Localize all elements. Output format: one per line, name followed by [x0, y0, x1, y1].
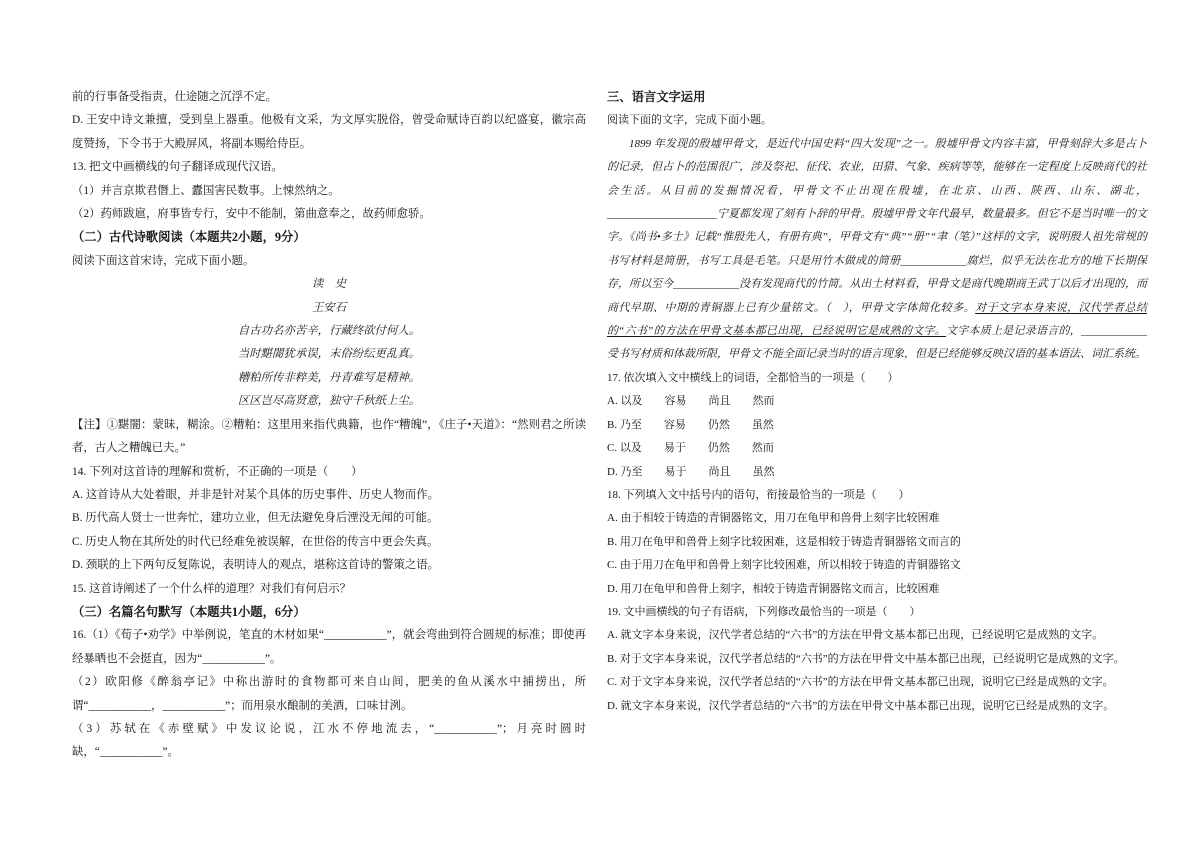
question-17-option-c: C. 以及 易于 仍然 然而: [607, 442, 774, 455]
poem-line-1: 自古功名亦苦辛，行藏终欲付何人。: [237, 325, 421, 338]
oracle-bone-passage: [607, 133, 1147, 367]
passage-text: 1899 年发现的殷墟甲骨文，是近代中国史料“四大发现”之一。殷墟甲骨文内容丰富，甲骨刻辞大多是占卜的记录，但占卜的范围很广，涉及祭祀、征伐、农业，田猎、气象、疾病等等，能够在一定程度上反映商代的社会生活。从目前的发掘情况看，甲骨文不止出现在殷墟，在北京、山西、陕西、山东、湖北，____________________宁夏都发现了刻有卜辞的甲骨。殷墟甲骨文年代最早，数量最多。但它不是当时唯一的文字。《尚书•多士》记载“惟殷先人，有册有典”，甲骨文有“典”“册”“聿（笔）”这样的文字，说明殷人祖先常规的书写材料是简册，书写工具是毛笔。只是用竹木做成的简册____________腐烂，似乎无法在北方的地下长期保存，所以至今____________没有发现商代的竹简。从出土材料看，甲骨文是商代晚期商王武丁以后才出现的，而商代早期、中期的青铜器上已有少量铭文。（ ），甲骨文字体简化较多。: [607, 137, 1147, 314]
poetry-reading-instruction: 阅读下面这首宋诗，完成下面小题。: [72, 254, 255, 267]
question-19-option-d: D. 就文字本身来说，汉代学者总结的“六书”的方法在甲骨文中基本都已出现，说明它已经是成熟的文字。: [607, 699, 1115, 712]
question-13-stem: 13. 把文中画横线的句子翻译成现代汉语。: [72, 161, 283, 174]
section-heading-famous-lines: （三）名篇名句默写（本题共1小题，6分）: [72, 604, 306, 619]
question-13-sentence-1: （1）并言京欺君僭上、蠹国害民数事。上悚然纳之。: [72, 184, 340, 197]
question-16-part-2: （2）欧阳修《醉翁亭记》中称出游时的食物都可来自山间，肥美的鱼从溪水中捕捞出，所谓“___________，___________”；而用泉水酿制的美酒，口味甘洌。: [72, 676, 586, 712]
question-14-option-d: D. 颈联的上下两句反复陈说，表明诗人的观点，堪称这首诗的警策之语。: [72, 559, 440, 572]
question-18-stem: 18. 下列填入文中括号内的语句，衔接最恰当的一项是（ ）: [607, 488, 910, 501]
question-17-option-b: B. 乃至 容易 仍然 虽然: [607, 418, 774, 431]
question-14-option-c: C. 历史人物在其所处的时代已经难免被误解，在世俗的传言中更会失真。: [72, 535, 439, 548]
language-use-instruction: 阅读下面的文字，完成下面小题。: [607, 114, 772, 127]
poem-line-2: 当时黮闇犹承误，末俗纷纭更乱真。: [237, 348, 421, 361]
poem-line-4: 区区岂尽高贤意，独守千秋纸上尘。: [237, 395, 421, 408]
question-14-option-a: A. 这首诗从大处着眼，并非是针对某个具体的历史事件、历史人物而作。: [72, 488, 440, 501]
poem-title: 读 史: [311, 278, 347, 291]
question-18-option-c: C. 由于用刀在龟甲和兽骨上刻字比较困难，所以相较于铸造的青铜器铭文: [607, 559, 961, 572]
poem-note: 【注】①黮闇：蒙昧，糊涂。②糟粕：这里用来指代典籍，也作“糟魄”，《庄子•天道》：“然则君之所读者，古人之糟魄已夫。”: [72, 418, 586, 455]
section-heading-language-use: 三、语言文字运用: [607, 90, 706, 104]
question-17-option-d: D. 乃至 易于 尚且 虽然: [607, 465, 775, 478]
question-19-stem: 19. 文中画横线的句子有语病，下列修改最恰当的一项是（ ）: [607, 605, 921, 618]
question-15-stem: 15. 这首诗阐述了一个什么样的道理？对我们有何启示？: [72, 582, 352, 595]
question-19-option-c: C. 对于文字本身来说，汉代学者总结的“六书”的方法在甲骨文基本都已出现，说明它已经是成熟的文字。: [607, 676, 1114, 689]
section-heading-poetry-reading: （二）古代诗歌阅读（本题共2小题，9分）: [72, 230, 306, 245]
underlined-sentence: 对于文字本身来说，汉代学者总结的“六书”的方法在甲骨文基本都已出现，已经说明它是成熟的文字。: [607, 301, 1148, 338]
right-column: [607, 86, 1147, 718]
question-16-part-3: （3）苏轼在《赤壁赋》中发议论说，江水不停地流去，“___________”；月亮时圆时缺，“___________”。: [72, 722, 586, 759]
poem-author: 王安石: [311, 301, 347, 314]
left-column: [72, 86, 586, 765]
question-18-option-a: A. 由于相较于铸造的青铜器铭文，用刀在龟甲和兽骨上刻字比较困难: [607, 512, 940, 525]
passage-text: 文字本质上是记录语言的，____________受书写材质和体裁所限，甲骨文不能全面记录当时的语言现象，但是已经能够反映汉语的基本语法、词汇系统。: [607, 325, 1148, 361]
question-19-option-b: B. 对于文字本身来说，汉代学者总结的“六书”的方法在甲骨文中基本都已出现，已经说明它是成熟的文字。: [607, 652, 1125, 665]
question-19-option-a: A. 就文字本身来说，汉代学者总结的“六书”的方法在甲骨文基本都已出现，已经说明它是成熟的文字。: [607, 629, 1104, 642]
option-d-previous-question: D. 王安中诗文兼擅，受到皇上器重。他极有文采，为文厚实脱俗，曾受命赋诗百韵以纪盛宴，徽宗高度赞扬，下令书于大殿屏风，将副本赐给侍臣。: [72, 114, 586, 150]
question-16-part-1: 16.（1）《荀子•劝学》中举例说，笔直的木材如果“___________”，就会弯曲到符合圆规的标准；即使再经暴晒也不会挺直，因为“___________”。: [72, 629, 586, 665]
question-18-option-b: B. 用刀在龟甲和兽骨上刻字比较困难，这是相较于铸造青铜器铭文而言的: [607, 535, 961, 548]
question-14-option-b: B. 历代高人贤士一世奔忙，建功立业，但无法避免身后湮没无闻的可能。: [72, 512, 439, 525]
continued-paragraph: 前的行事备受指责，仕途随之沉浮不定。: [72, 91, 278, 103]
question-17-option-a: A. 以及 容易 尚且 然而: [607, 395, 775, 408]
poem-line-3: 糟粕所传非粹美，丹青难写是精神。: [237, 371, 421, 384]
question-18-option-d: D. 用刀在龟甲和兽骨上刻字，相较于铸造青铜器铭文而言，比较困难: [607, 582, 940, 595]
question-14-stem: 14. 下列对这首诗的理解和赏析，不正确的一项是（ ）: [72, 465, 363, 478]
question-13-sentence-2: （2）药师跋扈，府事皆专行，安中不能制，第曲意奉之，故药师愈骄。: [72, 208, 431, 221]
question-17-stem: 17. 依次填入文中横线上的词语，全都恰当的一项是（ ）: [607, 371, 899, 384]
